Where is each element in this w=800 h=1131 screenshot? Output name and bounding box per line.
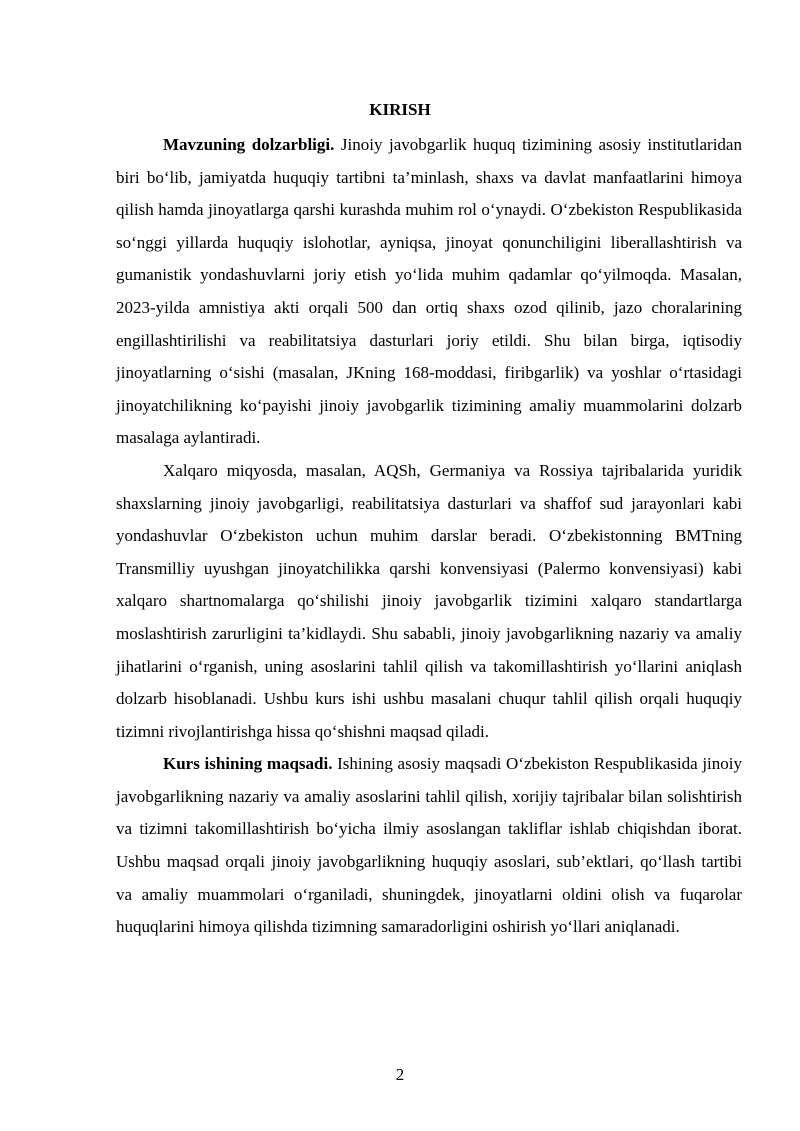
paragraph-text: Jinoiy javobgarlik huquq tizimining asosiy institutlaridan biri bo‘lib, jamiyatda huquqiy tartibni ta’minlash, shaxs va davlat manfaatlarini himoya qilish hamda jinoyatlarga qarshi kurashda muhim rol o‘ynaydi. O‘zbekiston Respublikasida so‘nggi yillarda huquqiy islohotlar, ayniqsa, jinoyat qonunchiligini liberallashtirish va gumanistik yondashuvlarni joriy etish yo‘lida muhim qadamlar qo‘yilmoqda. Masalan, 2023-yilda amnistiya akti orqali 500 dan ortiq shaxs ozod qilinib, jazo choralarining engillashtirilishi va reabilitatsiya dasturlari joriy etildi. Shu bilan birga, iqtisodiy jinoyatlarning o‘sishi (masalan, JKning 168-moddasi, firibgarlik) va yoshlar o‘rtasidagi jinoyatchilikning ko‘payishi jinoiy javobgarlik tizimining amaliy muammolarini dolzarb masalaga aylantiradi. — [116, 135, 742, 448]
paragraph-lead: Mavzuning dolzarbligi. — [163, 135, 335, 154]
paragraph-text: Ishining asosiy maqsadi O‘zbekiston Respublikasida jinoiy javobgarlikning nazariy va amaliy asoslarini tahlil qilish, xorijiy tajribalar bilan solishtirish va tizimni takomillashtirish bo‘yicha ilmiy asoslangan takliflar ishlab chiqishdan iborat. Ushbu maqsad orqali jinoiy javobgarlikning huquqiy asoslari, sub’ektlari, qo‘llash tartibi va amaliy muammolari o‘rganiladi, shuningdek, jinoyatlarni oldini olish va fuqarolar huquqlarini himoya qilishda tizimning samaradorligini oshirish yo‘llari aniqlanadi. — [116, 754, 742, 937]
paragraph-lead: Kurs ishining maqsadi. — [163, 754, 333, 774]
paragraph-international — [116, 455, 742, 748]
paragraph-relevance — [116, 129, 742, 455]
paragraph-text: Xalqaro miqyosda, masalan, AQSh, Germaniya va Rossiya tajribalarida yuridik shaxslarning jinoiy javobgarligi, reabilitatsiya dasturlari va shaffof sud jarayonlari kabi yondashuvlar O‘zbekiston uchun muhim darslar beradi. O‘zbekistonning BMTning Transmilliy uyushgan jinoyatchilikka qarshi konvensiyasi (Palermo konvensiyasi) kabi xalqaro shartnomalarga qo‘shilishi jinoiy javobgarlik tizimini xalqaro standartlarga moslashtirish zarurligini ta’kidlaydi. Shu sababli, jinoiy javobgarlikning nazariy va amaliy jihatlarini o‘rganish, uning asoslarini tahlil qilish va takomillashtirish yo‘llarini aniqlash dolzarb hisoblanadi. Ushbu kurs ishi ushbu masalani chuqur tahlil qilish orqali huquqiy tizimni rivojlantirishga hissa qo‘shishni maqsad qiladi. — [116, 460, 742, 741]
paragraph-goal — [116, 748, 742, 944]
document-body — [116, 129, 742, 944]
section-title: KIRISH — [369, 100, 431, 119]
page-number: 2 — [395, 1065, 405, 1084]
